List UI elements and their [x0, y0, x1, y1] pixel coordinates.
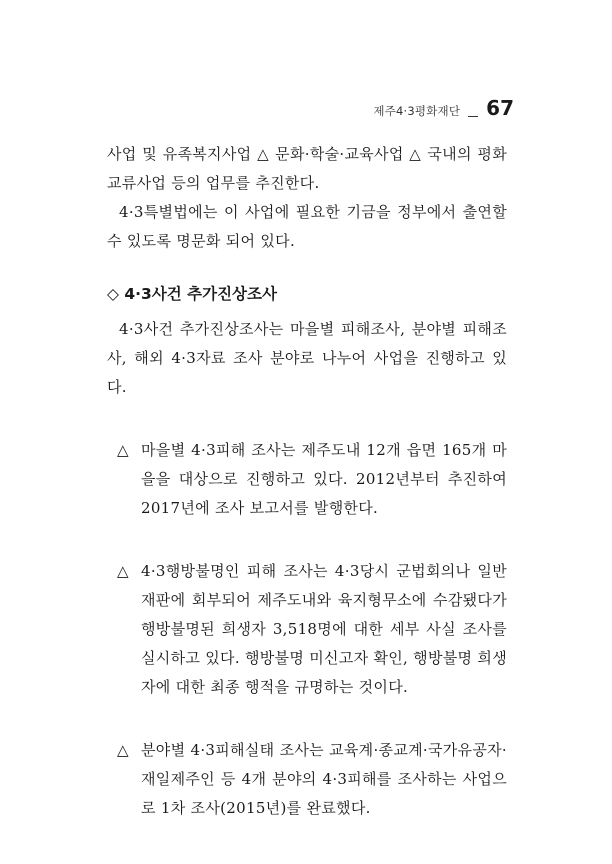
triangle-bullet-icon: △ — [117, 562, 129, 580]
triangle-bullet-icon: △ — [117, 441, 129, 459]
page-number: 67 — [486, 96, 514, 120]
bullet-item — [107, 736, 507, 823]
bullet-item — [107, 557, 507, 702]
paragraph-3: 4·3사건 추가진상조사는 마을별 피해조사, 분야별 피해조사, 해외 4·3자료 조사 분야로 나누어 사업을 진행하고 있다. — [107, 320, 507, 396]
header-separator — [468, 116, 478, 117]
paragraph-2: 4·3특별법에는 이 사업에 필요한 기금을 정부에서 출연할 수 있도록 명문화 되어 있다. — [107, 203, 507, 250]
section-heading: ◇ 4·3사건 추가진상조사 — [107, 285, 277, 303]
triangle-bullet-icon: △ — [117, 741, 129, 759]
paragraph-1: 사업 및 유족복지사업 △ 문화·학술·교육사업 △ 국내의 평화교류사업 등의 업무를 추진한다. — [107, 145, 507, 192]
header-org-name: 제주4·3평화재단 — [373, 104, 461, 118]
bullet-text: 4·3행방불명인 피해 조사는 4·3당시 군법회의나 일반재판에 회부되어 제주도내와 육지형무소에 수감됐다가 행방불명된 희생자 3,518명에 대한 세부 사실 조사를 실시하고 있다. 행방불명 미신고자 확인, 행방불명 희생자에 대한 최종 행적을 규명하는 것이다. — [141, 562, 507, 696]
bullet-item — [107, 436, 507, 523]
bullet-text: 마을별 4·3피해 조사는 제주도내 12개 읍면 165개 마을을 대상으로 진행하고 있다. 2012년부터 추진하여 2017년에 조사 보고서를 발행한다. — [141, 441, 507, 517]
running-header — [373, 96, 514, 120]
page-body — [107, 140, 507, 823]
bullet-text: 분야별 4·3피해실태 조사는 교육계·종교계·국가유공자·재일제주인 등 4개 분야의 4·3피해를 조사하는 사업으로 1차 조사(2015년)를 완료했다. — [141, 741, 507, 817]
